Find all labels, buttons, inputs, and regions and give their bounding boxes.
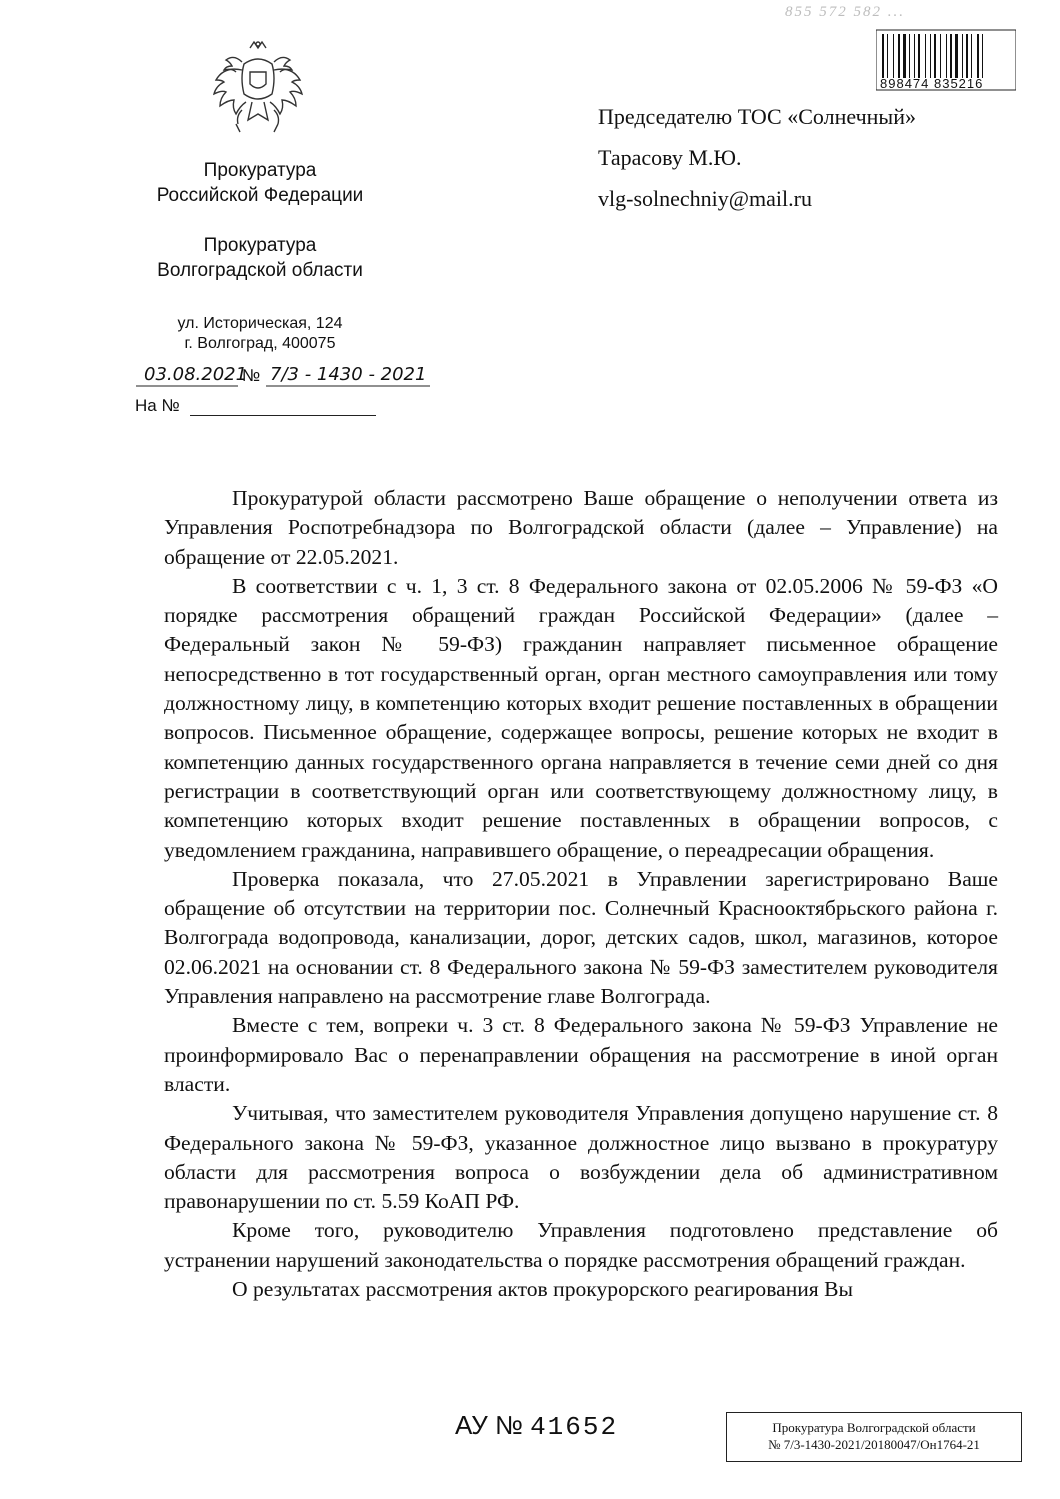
au-label: АУ № — [455, 1410, 523, 1440]
letter-body — [164, 484, 998, 1304]
outgoing-number-label: № — [242, 366, 261, 385]
sender-address-line2: г. Волгоград, 400075 — [184, 335, 336, 352]
outgoing-date-number — [130, 362, 450, 390]
body-paragraph-5: Учитывая, что заместителем руководителя Управления допущено нарушение ст. 8 Федерального закона № 59-ФЗ, указанное должностное лицо вызвано в прокуратуру области для рассмотрения вопроса о возбуждении дела об административном правонарушении по ст. 5.59 КоАП РФ. — [164, 1101, 998, 1214]
registration-line1: Прокуратура Волгоградской области — [772, 1420, 976, 1435]
sender-org-1-line1: Прокуратура — [203, 160, 317, 181]
registration-stamp — [726, 1412, 1022, 1462]
outgoing-underline — [130, 384, 440, 388]
sender-org-2 — [110, 233, 410, 283]
body-paragraph-3: Проверка показала, что 27.05.2021 в Управлении зарегистрировано Ваше обращение об отсутствии на территории пос. Солнечный Краснооктябрьского района г. Волгограда водопровода, канализации, дорог, детских садов, школ, магазинов, которое 02.06.2021 на основании ст. 8 Федерального закона № 59-ФЗ заместителем руководителя Управления направлено на рассмотрение главе Волгограда. — [164, 866, 998, 1009]
coat-of-arms-emblem — [212, 40, 304, 140]
sender-address — [130, 314, 390, 354]
body-paragraph-2: В соответствии с ч. 1, 3 ст. 8 Федерального закона от 02.05.2006 № 59-ФЗ «О порядке рассмотрения обращений граждан Российской Федерации» (далее – Федеральный закон № 59-ФЗ) гражданин направляет письменное обращение непосредственно в тот государственный орган, орган местного самоуправления или тому должностному лицу, в компетенцию которых входит решение поставленных в обращении вопросов. Письменное обращение, содержащее вопросы, решение которых не входит в компетенцию данных государственного органа направляется в течение семи дней со дня регистрации в соответствующий орган или соответствующему должностному лицу, в компетенцию которых входит решение поставленных в обращении вопросов, с уведомлением гражданина, направившего обращение, о переадресации обращения. — [164, 573, 998, 862]
sender-org-1 — [110, 158, 410, 208]
registration-line2: № 7/3-1430-2021/20180047/Он1764-21 — [768, 1437, 980, 1452]
recipient-line1: Председателю ТОС «Солнечный» — [598, 104, 916, 129]
outgoing-date: 03.08.2021 — [144, 364, 248, 385]
body-paragraph-1: Прокуратурой области рассмотрено Ваше обращение о неполучении ответа из Управления Роспотребнадзора по Волгоградской области (далее – Управление) на обращение от 22.05.2021. — [164, 486, 998, 569]
sender-org-1-line2: Российской Федерации — [156, 185, 364, 206]
reply-reference — [135, 396, 376, 416]
reply-blank-line — [190, 399, 376, 416]
recipient-line2: Тарасову М.Ю. — [598, 145, 742, 170]
au-number-block — [455, 1410, 618, 1442]
body-paragraph-7: О результатах рассмотрения актов прокурорского реагирования Вы — [232, 1277, 854, 1302]
outgoing-number: 7/3 - 1430 - 2021 — [270, 364, 427, 385]
body-paragraph-6: Кроме того, руководителю Управления подготовлено представление об устранении нарушений законодательства о порядке рассмотрения обращений граждан. — [164, 1218, 998, 1272]
sender-org-2-line2: Волгоградской области — [157, 260, 363, 281]
body-paragraph-4: Вместе с тем, вопреки ч. 3 ст. 8 Федерального закона № 59-ФЗ Управление не проинформировало Вас о перенаправлении обращения на рассмотрение в иной орган власти. — [164, 1013, 998, 1096]
barcode — [876, 24, 1016, 104]
au-number: 41652 — [530, 1412, 619, 1442]
barcode-number: 898474 835216 — [880, 76, 984, 91]
handwritten-mark: 855 572 582 ... — [785, 4, 905, 20]
recipient-email: vlg-solnechniy@mail.ru — [598, 186, 812, 211]
sender-org-2-line1: Прокуратура — [203, 235, 317, 256]
sender-address-line1: ул. Историческая, 124 — [177, 315, 343, 332]
reply-label: На № — [135, 396, 180, 415]
